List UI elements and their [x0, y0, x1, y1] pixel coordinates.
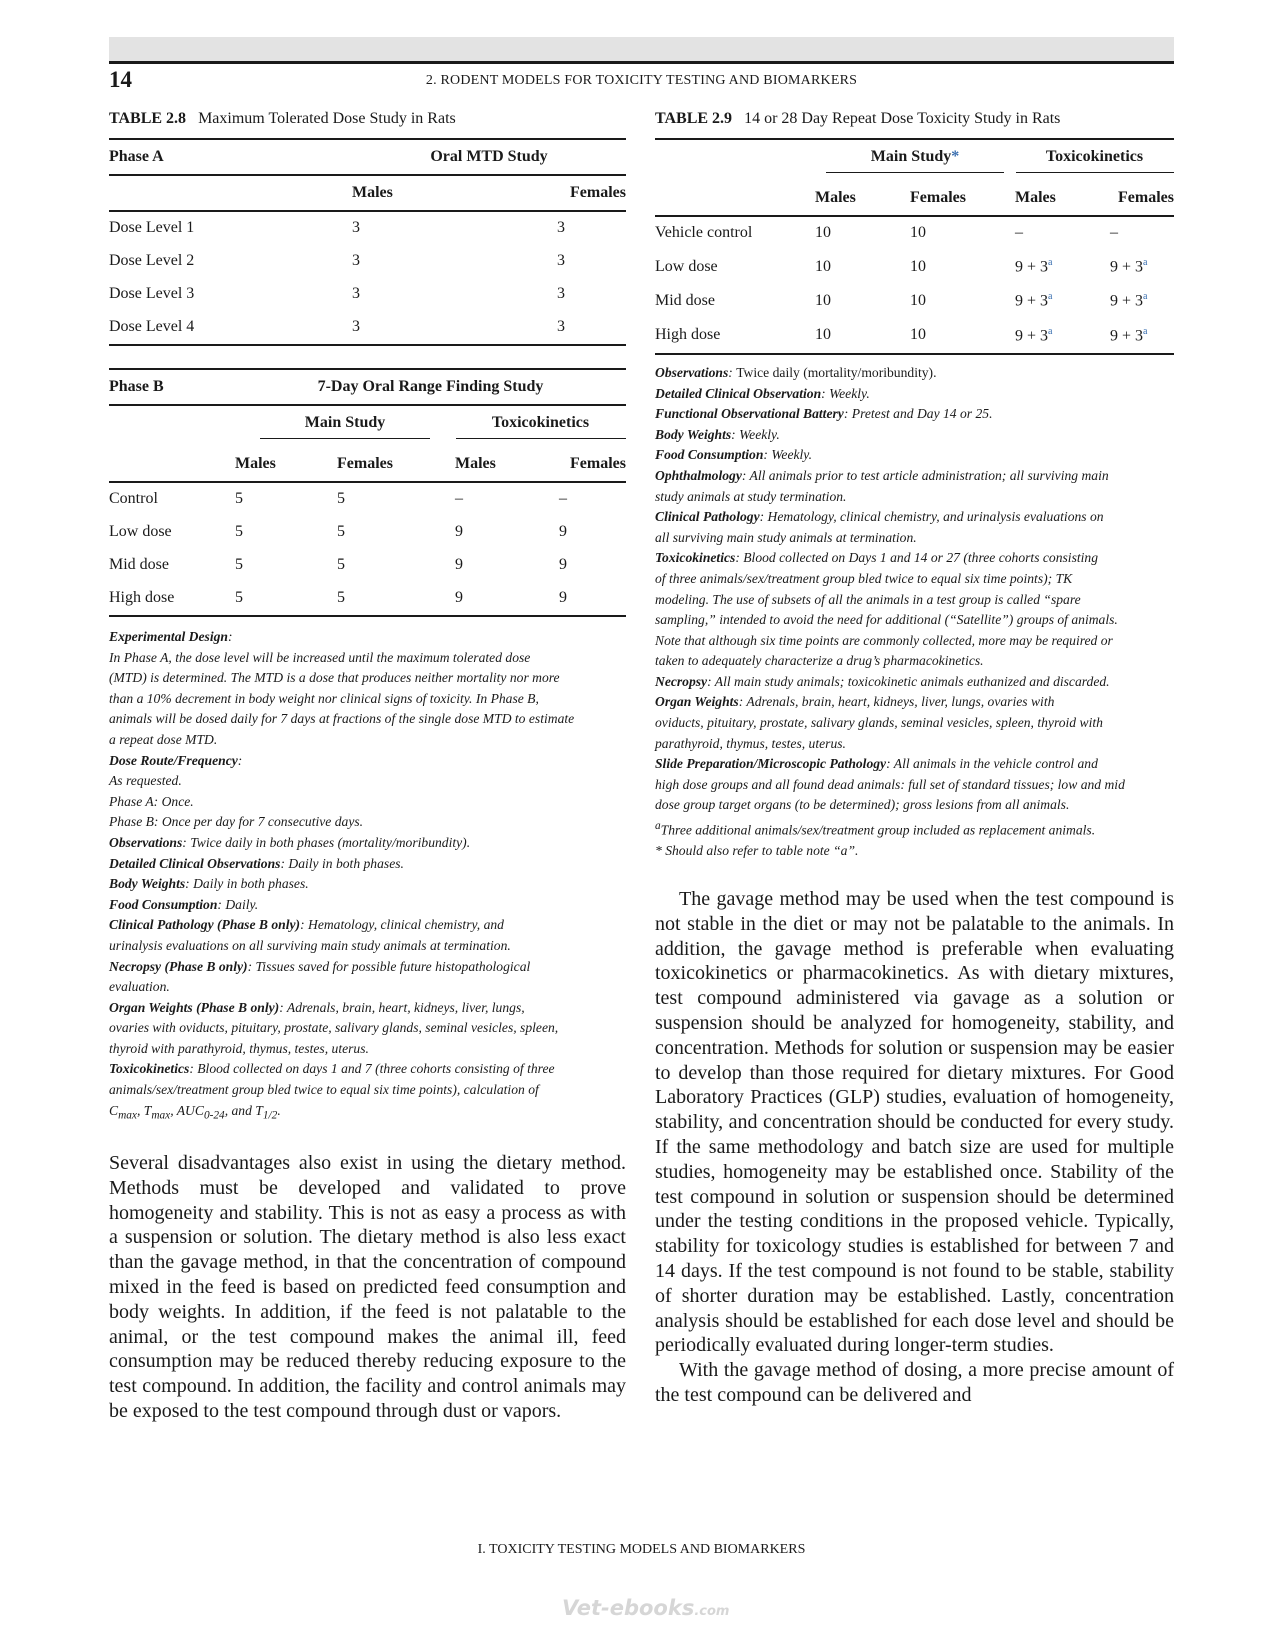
- main-study-header: Main Study*: [826, 148, 1004, 173]
- table-row: Dose Level 2 3 3: [109, 252, 565, 269]
- phase-b-study: 7-Day Oral Range Finding Study: [235, 369, 626, 405]
- col-females: Females: [337, 447, 455, 482]
- main-study-header: Main Study: [260, 414, 430, 439]
- page-number: 14: [109, 67, 132, 92]
- col-females: Females: [1110, 181, 1174, 216]
- col-females: Females: [557, 175, 626, 211]
- watermark-logo: Vet-ebooks.com: [562, 1596, 730, 1620]
- table-2-9: [655, 110, 1174, 862]
- toxicokinetics-header: Toxicokinetics: [456, 414, 626, 439]
- phase-b-label: Phase B: [109, 369, 235, 405]
- table-label: TABLE 2.8: [109, 110, 187, 127]
- paragraph: With the gavage method of dosing, a more precise amount of the test compound can be delivered and: [655, 1359, 1174, 1406]
- repeat-dose-table: [655, 138, 1174, 355]
- table-title: Maximum Tolerated Dose Study in Rats: [198, 110, 456, 127]
- col-males: Males: [815, 181, 910, 216]
- col-males: Males: [1015, 181, 1110, 216]
- table-2-8-caption: [109, 110, 626, 128]
- col-males: Males: [235, 447, 337, 482]
- table-label: TABLE 2.9: [655, 110, 733, 127]
- table-row: Mid dose 5 5 9 9: [109, 556, 567, 573]
- table-2-8-notes: Experimental Design: In Phase A, the dose level will be increased until the maximum tolerated dose (MTD) is determined. The MTD is a dose that produces neither mortality nor more than a 10% decrement in body weight nor clinical signs of toxicity. In Phase B, animals will be dosed daily for 7 days at fractions of the single dose MTD to estimate a repeat dose MTD. Dose Route/Frequency: As requested. Phase A: Once. Phase B: Once per day for 7 consecutive days. Observations: Twice daily in both phases (mortality/moribundity). Detailed Clinical Observations: Daily in both phases. Body Weights: Daily in both phases. Food Consumption: Daily. Clinical Pathology (Phase B only): Hematology, clinical chemistry, and urinalysis evaluations on all surviving main study animals at termination. Necropsy (Phase B only): Tissues saved for possible future histopathological evaluation. Organ Weights (Phase B only): Adrenals, brain, heart, kidneys, liver, lungs, ovaries with oviducts, pituitary, prostate, salivary glands, seminal vesicles, spleen, thyroid with parathyroid, thymus, testes, uterus. Toxicokinetics: Blood collected on days 1 and 7 (three cohorts consisting of three animals/sex/treatment group bled twice to equal six time points), calculation of $C_{max}$, $T_{max}$, $AUC_{0-24}$, and $T_{1/2}$.: [109, 629, 575, 1122]
- table-row: Mid dose 10 10 9 + 3$^a$ 9 + 3$^a$: [655, 291, 1148, 310]
- footer-title: I. TOXICITY TESTING MODELS AND BIOMARKERS: [477, 1542, 806, 1557]
- table-2-9-caption: [655, 110, 1174, 128]
- table-row: High dose 5 5 9 9: [109, 582, 626, 616]
- paragraph: Several disadvantages also exist in using the dietary method. Methods must be developed and validated to prove homogeneity and stability. This is not as easy a process as with a suspension or solution. The dietary method is also less exact than the gavage method, in that the concentration of compound mixed in the feed is based on predicted feed consumption and body weights. In addition, if the feed is not palatable to the animal, or the test compound makes the animal ill, feed consumption may be reduced thereby reducing exposure to the test compound. In addition, the facility and control animals may be exposed to the test compound through dust or vapors.: [109, 1152, 626, 1422]
- phase-a-label: Phase A: [109, 139, 352, 175]
- left-body-text: [109, 1151, 626, 1424]
- table-row: Dose Level 4 3 3: [109, 311, 626, 345]
- phase-a-table: [109, 138, 626, 346]
- phase-a-study: Oral MTD Study: [352, 139, 626, 175]
- table-row: Low dose 10 10 9 + 3$^a$ 9 + 3$^a$: [655, 257, 1148, 276]
- table-row: Control 5 5 – –: [109, 490, 567, 507]
- col-males: Males: [455, 447, 559, 482]
- table-row: High dose 10 10 9 + 3$^a$ 9 + 3$^a$: [655, 319, 1174, 354]
- toxicokinetics-header: Toxicokinetics: [1016, 148, 1174, 173]
- table-2-9-notes: Observations: Twice daily (mortality/moribundity). Detailed Clinical Observation: Weekly. Functional Observational Battery: Pretest and Day 14 or 25. Body Weights: Weekly. Food Consumption: Weekly. Ophthalmology: All animals prior to test article administration; all surviving main study animals at study termination. Clinical Pathology: Hematology, clinical chemistry, and urinalysis evaluations on all surviving main study animals at termination. Toxicokinetics: Blood collected on Days 1 and 14 or 27 (three cohorts consisting of three animals/sex/treatment group bled twice to equal six time points); TK modeling. The use of subsets of all the animals in a test group is called “spare sampling,” intended to avoid the need for additional (“Satellite”) groups of animals. Note that although six time points are commonly collected, more may be required or taken to adequately characterize a drug’s pharmacokinetics. Necropsy: All main study animals; toxicokinetic animals euthanized and discarded. Organ Weights: Adrenals, brain, heart, kidneys, liver, lungs, ovaries with oviducts, pituitary, prostate, salivary glands, seminal vesicles, spleen, thyroid with parathyroid, thymus, testes, uterus. Slide Preparation/Microscopic Pathology: All animals in the vehicle control and high dose groups and all found dead animals: full set of standard tissues; low and mid dose group target organs (to be determined); gross lesions from all animals. $^a$Three additional animals/sex/treatment group included as replacement animals. * Should also refer to table note “a”.: [655, 364, 1125, 859]
- table-row: Dose Level 1 3 3: [109, 219, 565, 236]
- col-females: Females: [910, 181, 1015, 216]
- table-title: 14 or 28 Day Repeat Dose Toxicity Study in Rats: [744, 110, 1061, 127]
- table-2-8: [109, 110, 626, 1126]
- running-title: 2. RODENT MODELS FOR TOXICITY TESTING AND BIOMARKERS: [425, 73, 858, 88]
- table-row: Low dose 5 5 9 9: [109, 523, 567, 540]
- paragraph: The gavage method may be used when the test compound is not stable in the diet or may not be palatable to the animals. In addition, the gavage method is preferable when evaluating toxicokinetics or pharmacokinetics. As with dietary mixtures, test compound administered via gavage as a solution or suspension should be analyzed for homogeneity, stability, and concentration. Methods for solution or suspension may be easier to develop than those required for dietary mixtures. For Good Laboratory Practices (GLP) studies, evaluation of homogeneity, stability, and concentration should be conducted for every study. If the same methodology and batch size are used for multiple studies, homogeneity may be established once. Stability of the test compound in solution or suspension should be determined under the testing conditions in the proposed vehicle. Typically, stability for toxicology studies is established for between 7 and 14 days. If the test compound is not found to be stable, stability of shorter duration may be established. Lastly, concentration analysis should be established for each dose level and should be periodically evaluated during longer-term studies.: [655, 888, 1174, 1357]
- phase-b-table: [109, 368, 626, 617]
- table-row: Vehicle control 10 10 – –: [655, 224, 1118, 241]
- col-males: Males: [352, 175, 557, 211]
- table-row: Dose Level 3 3 3: [109, 285, 565, 302]
- right-body-text: [655, 887, 1174, 1408]
- col-females: Females: [559, 447, 626, 482]
- header-band: [109, 37, 1174, 61]
- header-rule: [109, 61, 1174, 64]
